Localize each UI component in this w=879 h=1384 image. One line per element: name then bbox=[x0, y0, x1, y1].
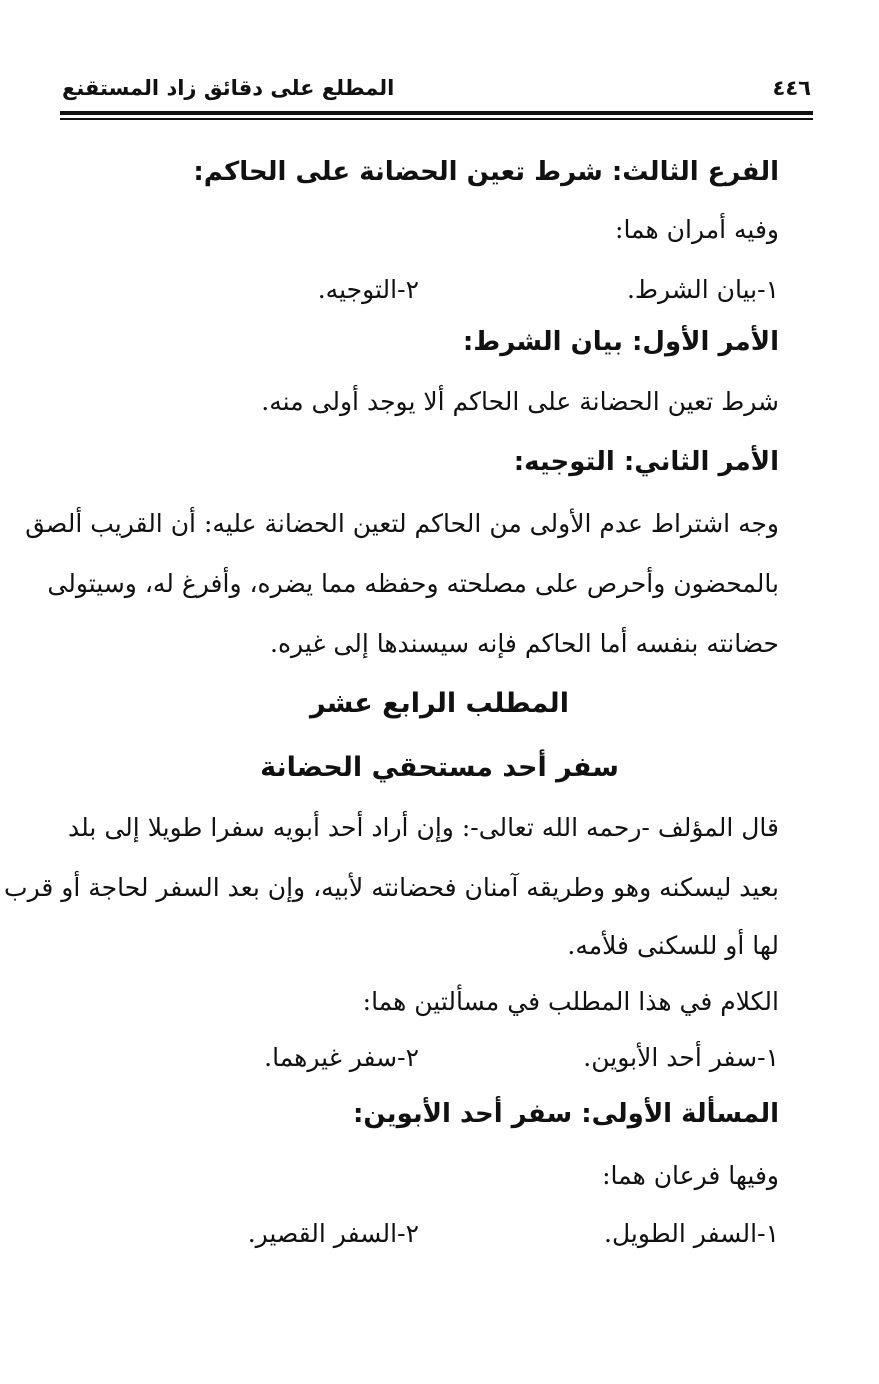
furu-intro: وفيها فرعان هما: bbox=[602, 1161, 779, 1190]
section-heading: الفرع الثالث: شرط تعين الحضانة على الحاكم: bbox=[193, 157, 779, 187]
masala1-heading: المسألة الأولى: سفر أحد الأبوين: bbox=[353, 1099, 779, 1129]
header-rule-thin bbox=[60, 118, 813, 120]
list1-item1: ١-بيان الشرط. bbox=[626, 275, 779, 304]
amr1-text: شرط تعين الحضانة على الحاكم ألا يوجد أولى منه. bbox=[261, 387, 779, 416]
quote-line1: قال المؤلف -رحمه الله تعالى-: وإن أراد أحد أبويه سفرا طويلا إلى بلد bbox=[68, 813, 779, 842]
amr2-line1: وجه اشتراط عدم الأولى من الحاكم لتعين الحضانة عليه: أن القريب ألصق bbox=[25, 509, 779, 538]
book-title: المطلع على دقائق زاد المستقنع bbox=[62, 76, 395, 100]
header-rule-thick bbox=[60, 111, 813, 115]
quote-line3: لها أو للسكنى فلأمه. bbox=[567, 931, 779, 960]
matlab-subtitle: سفر أحد مستحقي الحضانة bbox=[260, 752, 619, 783]
list1-item2: ٢-التوجيه. bbox=[317, 275, 419, 304]
list3-item2: ٢-السفر القصير. bbox=[247, 1219, 419, 1248]
amr2-line3: حضانته بنفسه أما الحاكم فإنه سيسندها إلى غيره. bbox=[270, 629, 779, 658]
amr2-line2: بالمحضون وأحرص على مصلحته وحفظه مما يضره، وأفرغ له، وسيتولى bbox=[47, 569, 779, 598]
page-number: ٤٤٦ bbox=[772, 76, 811, 100]
kalam-text: الكلام في هذا المطلب في مسألتين هما: bbox=[362, 987, 779, 1016]
list2-item2: ٢-سفر غيرهما. bbox=[264, 1043, 419, 1072]
amr1-heading: الأمر الأول: بيان الشرط: bbox=[462, 327, 779, 357]
list3-item1: ١-السفر الطويل. bbox=[604, 1219, 779, 1248]
amr2-heading: الأمر الثاني: التوجيه: bbox=[513, 447, 779, 477]
matlab-title: المطلب الرابع عشر bbox=[310, 688, 569, 719]
intro-text: وفيه أمران هما: bbox=[615, 215, 779, 244]
quote-line2: بعيد ليسكنه وهو وطريقه آمنان فحضانته لأبيه، وإن بعد السفر لحاجة أو قرب bbox=[4, 873, 779, 902]
list2-item1: ١-سفر أحد الأبوين. bbox=[583, 1043, 779, 1072]
running-header bbox=[62, 76, 811, 112]
